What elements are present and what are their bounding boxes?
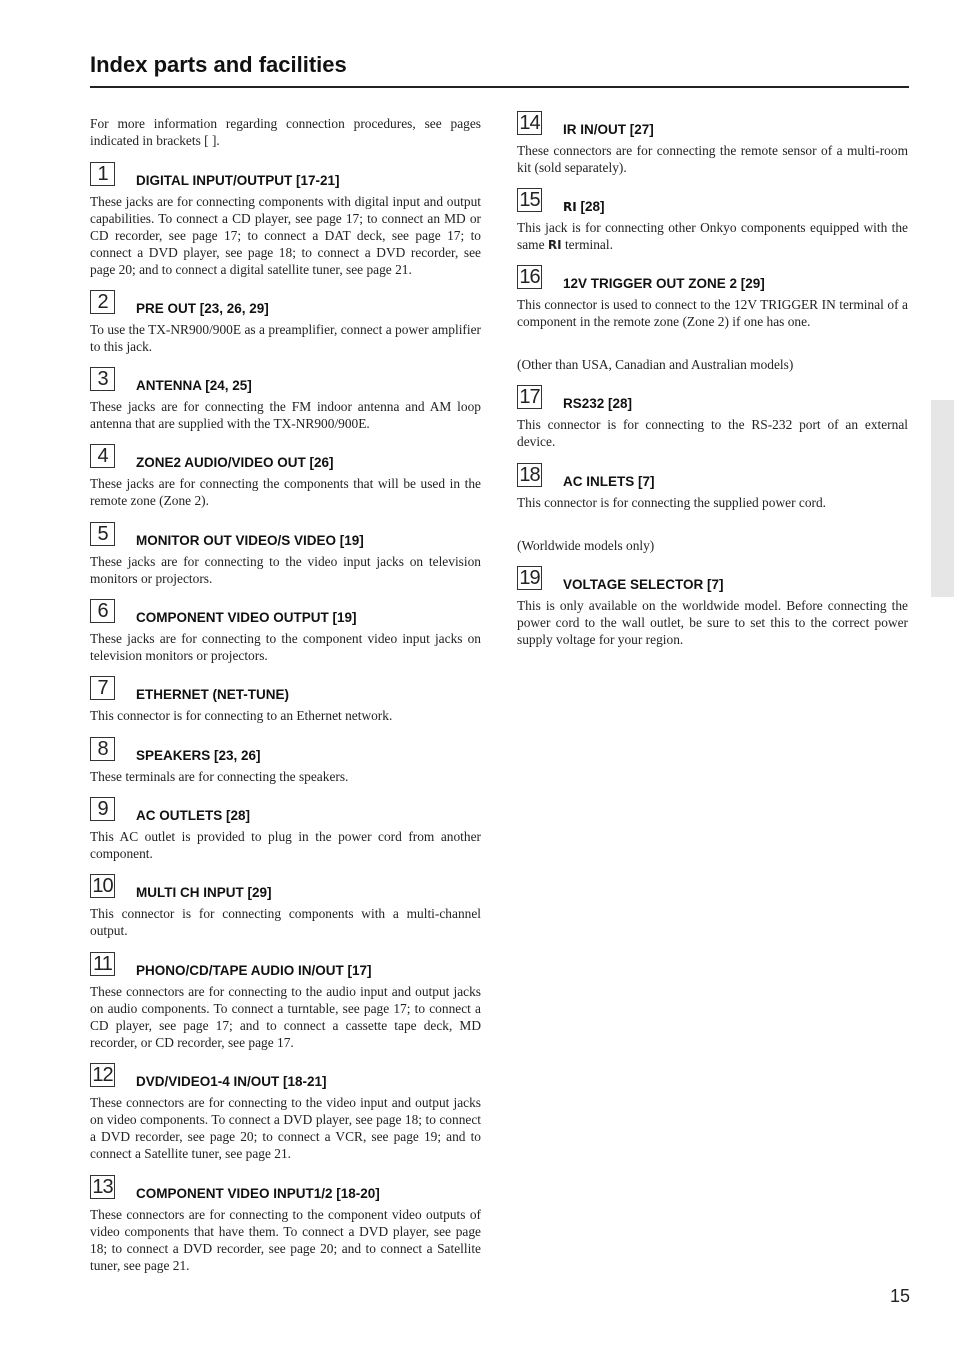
item-heading: MULTI CH INPUT [29] [136, 885, 272, 900]
page-number: 15 [889, 1286, 910, 1306]
item-heading: COMPONENT VIDEO INPUT1/2 [18-20] [136, 1186, 380, 1201]
item-number-box: 10 [90, 874, 115, 898]
item-description: These jacks are for connecting the FM indoor antenna and AM loop antenna that are supplied with the TX-NR900/900E. [90, 399, 481, 431]
item-heading: AC OUTLETS [28] [136, 808, 251, 823]
item-number-box: 4 [90, 444, 115, 468]
item-number-box: 3 [90, 367, 115, 391]
ri-logo-icon: RI [563, 200, 577, 214]
item-heading-ref: [28] [580, 199, 605, 214]
item-heading: PHONO/CD/TAPE AUDIO IN/OUT [17] [136, 963, 372, 978]
item-number-box: 7 [90, 676, 115, 700]
item-description: These terminals are for connecting the speakers. [90, 769, 349, 784]
item-number-box: 17 [517, 385, 542, 409]
item-number-box: 11 [90, 952, 115, 976]
item-heading: RS232 [28] [563, 396, 633, 411]
item-number-box: 19 [517, 566, 542, 590]
section-tab [931, 400, 954, 597]
item-description: These connectors are for connecting to the video input and output jacks on video components. To connect a DVD player, see page 18; to connect a DVD recorder, see page 20; to connect a VCR, see page 19; and to connect a Satellite tuner, see page 21. [90, 1095, 481, 1161]
page-title: Index parts and facilities [90, 52, 347, 77]
item-description: These jacks are for connecting to the component video input jacks on television monitors or projectors. [90, 631, 481, 663]
item-description: To use the TX-NR900/900E as a preamplifier, connect a power amplifier to this jack. [90, 322, 481, 354]
item-number-box: 16 [517, 265, 542, 289]
item-heading: DVD/VIDEO1-4 IN/OUT [18-21] [136, 1074, 327, 1089]
item-heading: ZONE2 AUDIO/VIDEO OUT [26] [136, 455, 334, 470]
item-description: This connector is for connecting to the RS-232 port of an external device. [517, 417, 908, 449]
item-description: These jacks are for connecting to the video input jacks on television monitors or projectors. [90, 554, 481, 586]
item-description: These jacks are for connecting components with digital input and output capabilities. To connect a CD player, see page 17; to connect an MD or CD recorder, see page 17; to connect a DAT deck, see page 17; to connect a DVD player, see page 18; to connect a DVD recorder, see page 20; and to connect a digital satellite tuner, see page 21. [90, 194, 481, 277]
ri-logo-icon: RI [547, 237, 562, 252]
item-number-box: 18 [517, 463, 542, 487]
item-description-part: This jack is for connecting other Onkyo components equipped with the same [517, 220, 908, 252]
item-heading: DIGITAL INPUT/OUTPUT [17-21] [136, 173, 340, 188]
item-description: These jacks are for connecting the components that will be used in the remote zone (Zone 2). [90, 476, 481, 508]
item-number-box: 6 [90, 599, 115, 623]
item-number-box: 15 [517, 188, 542, 212]
item-number-box: 2 [90, 290, 115, 314]
item-description: These connectors are for connecting the remote sensor of a multi-room kit (sold separately). [517, 143, 908, 175]
item-heading: IR IN/OUT [27] [563, 122, 654, 137]
item-description: These connectors are for connecting to the audio input and output jacks on audio components. To connect a turntable, see page 17; to connect a CD player, see page 17; and to connect a cassette tape deck, MD recorder, or CD recorder, see page 17. [90, 984, 481, 1050]
item-number-box: 5 [90, 522, 115, 546]
item-heading: ETHERNET (NET-TUNE) [136, 687, 289, 702]
item-description-part: terminal. [564, 236, 613, 252]
item-number-box: 13 [90, 1175, 115, 1199]
item-heading [563, 199, 605, 214]
item-description: This connector is for connecting the supplied power cord. [517, 495, 827, 510]
item-number-box: 12 [90, 1063, 115, 1087]
item-number-box: 14 [517, 111, 542, 135]
model-note: (Other than USA, Canadian and Australian models) [517, 357, 794, 372]
model-note: (Worldwide models only) [517, 538, 655, 553]
item-heading: ANTENNA [24, 25] [136, 378, 252, 393]
item-number-box: 9 [90, 797, 115, 821]
item-number-box: 8 [90, 737, 115, 761]
item-heading: SPEAKERS [23, 26] [136, 748, 261, 763]
item-description: This connector is for connecting components with a multi-channel output. [90, 906, 481, 938]
item-heading: COMPONENT VIDEO OUTPUT [19] [136, 610, 357, 625]
item-heading: AC INLETS [7] [563, 474, 655, 489]
intro-text: For more information regarding connection procedures, see pages indicated in brackets [ ]. [90, 116, 481, 148]
item-description: This connector is used to connect to the 12V TRIGGER IN terminal of a component in the remote zone (Zone 2) if one has one. [517, 297, 908, 329]
item-heading: VOLTAGE SELECTOR [7] [563, 577, 724, 592]
title-rule [90, 86, 909, 88]
item-description [517, 220, 908, 254]
item-description: This AC outlet is provided to plug in the power cord from another component. [90, 829, 481, 861]
item-heading: 12V TRIGGER OUT ZONE 2 [29] [563, 276, 765, 291]
item-heading: MONITOR OUT VIDEO/S VIDEO [19] [136, 533, 364, 548]
item-description: This connector is for connecting to an Ethernet network. [90, 708, 393, 723]
item-description: This is only available on the worldwide model. Before connecting the power cord to the wall outlet, be sure to set this to the correct power supply voltage for your region. [517, 598, 908, 647]
item-number-box: 1 [90, 162, 115, 186]
item-description: These connectors are for connecting to the component video outputs of video components that have them. To connect a DVD player, see page 18; to connect a DVD recorder, see page 20; and to connect a Satellite tuner, see page 21. [90, 1207, 481, 1273]
item-heading: PRE OUT [23, 26, 29] [136, 301, 269, 316]
